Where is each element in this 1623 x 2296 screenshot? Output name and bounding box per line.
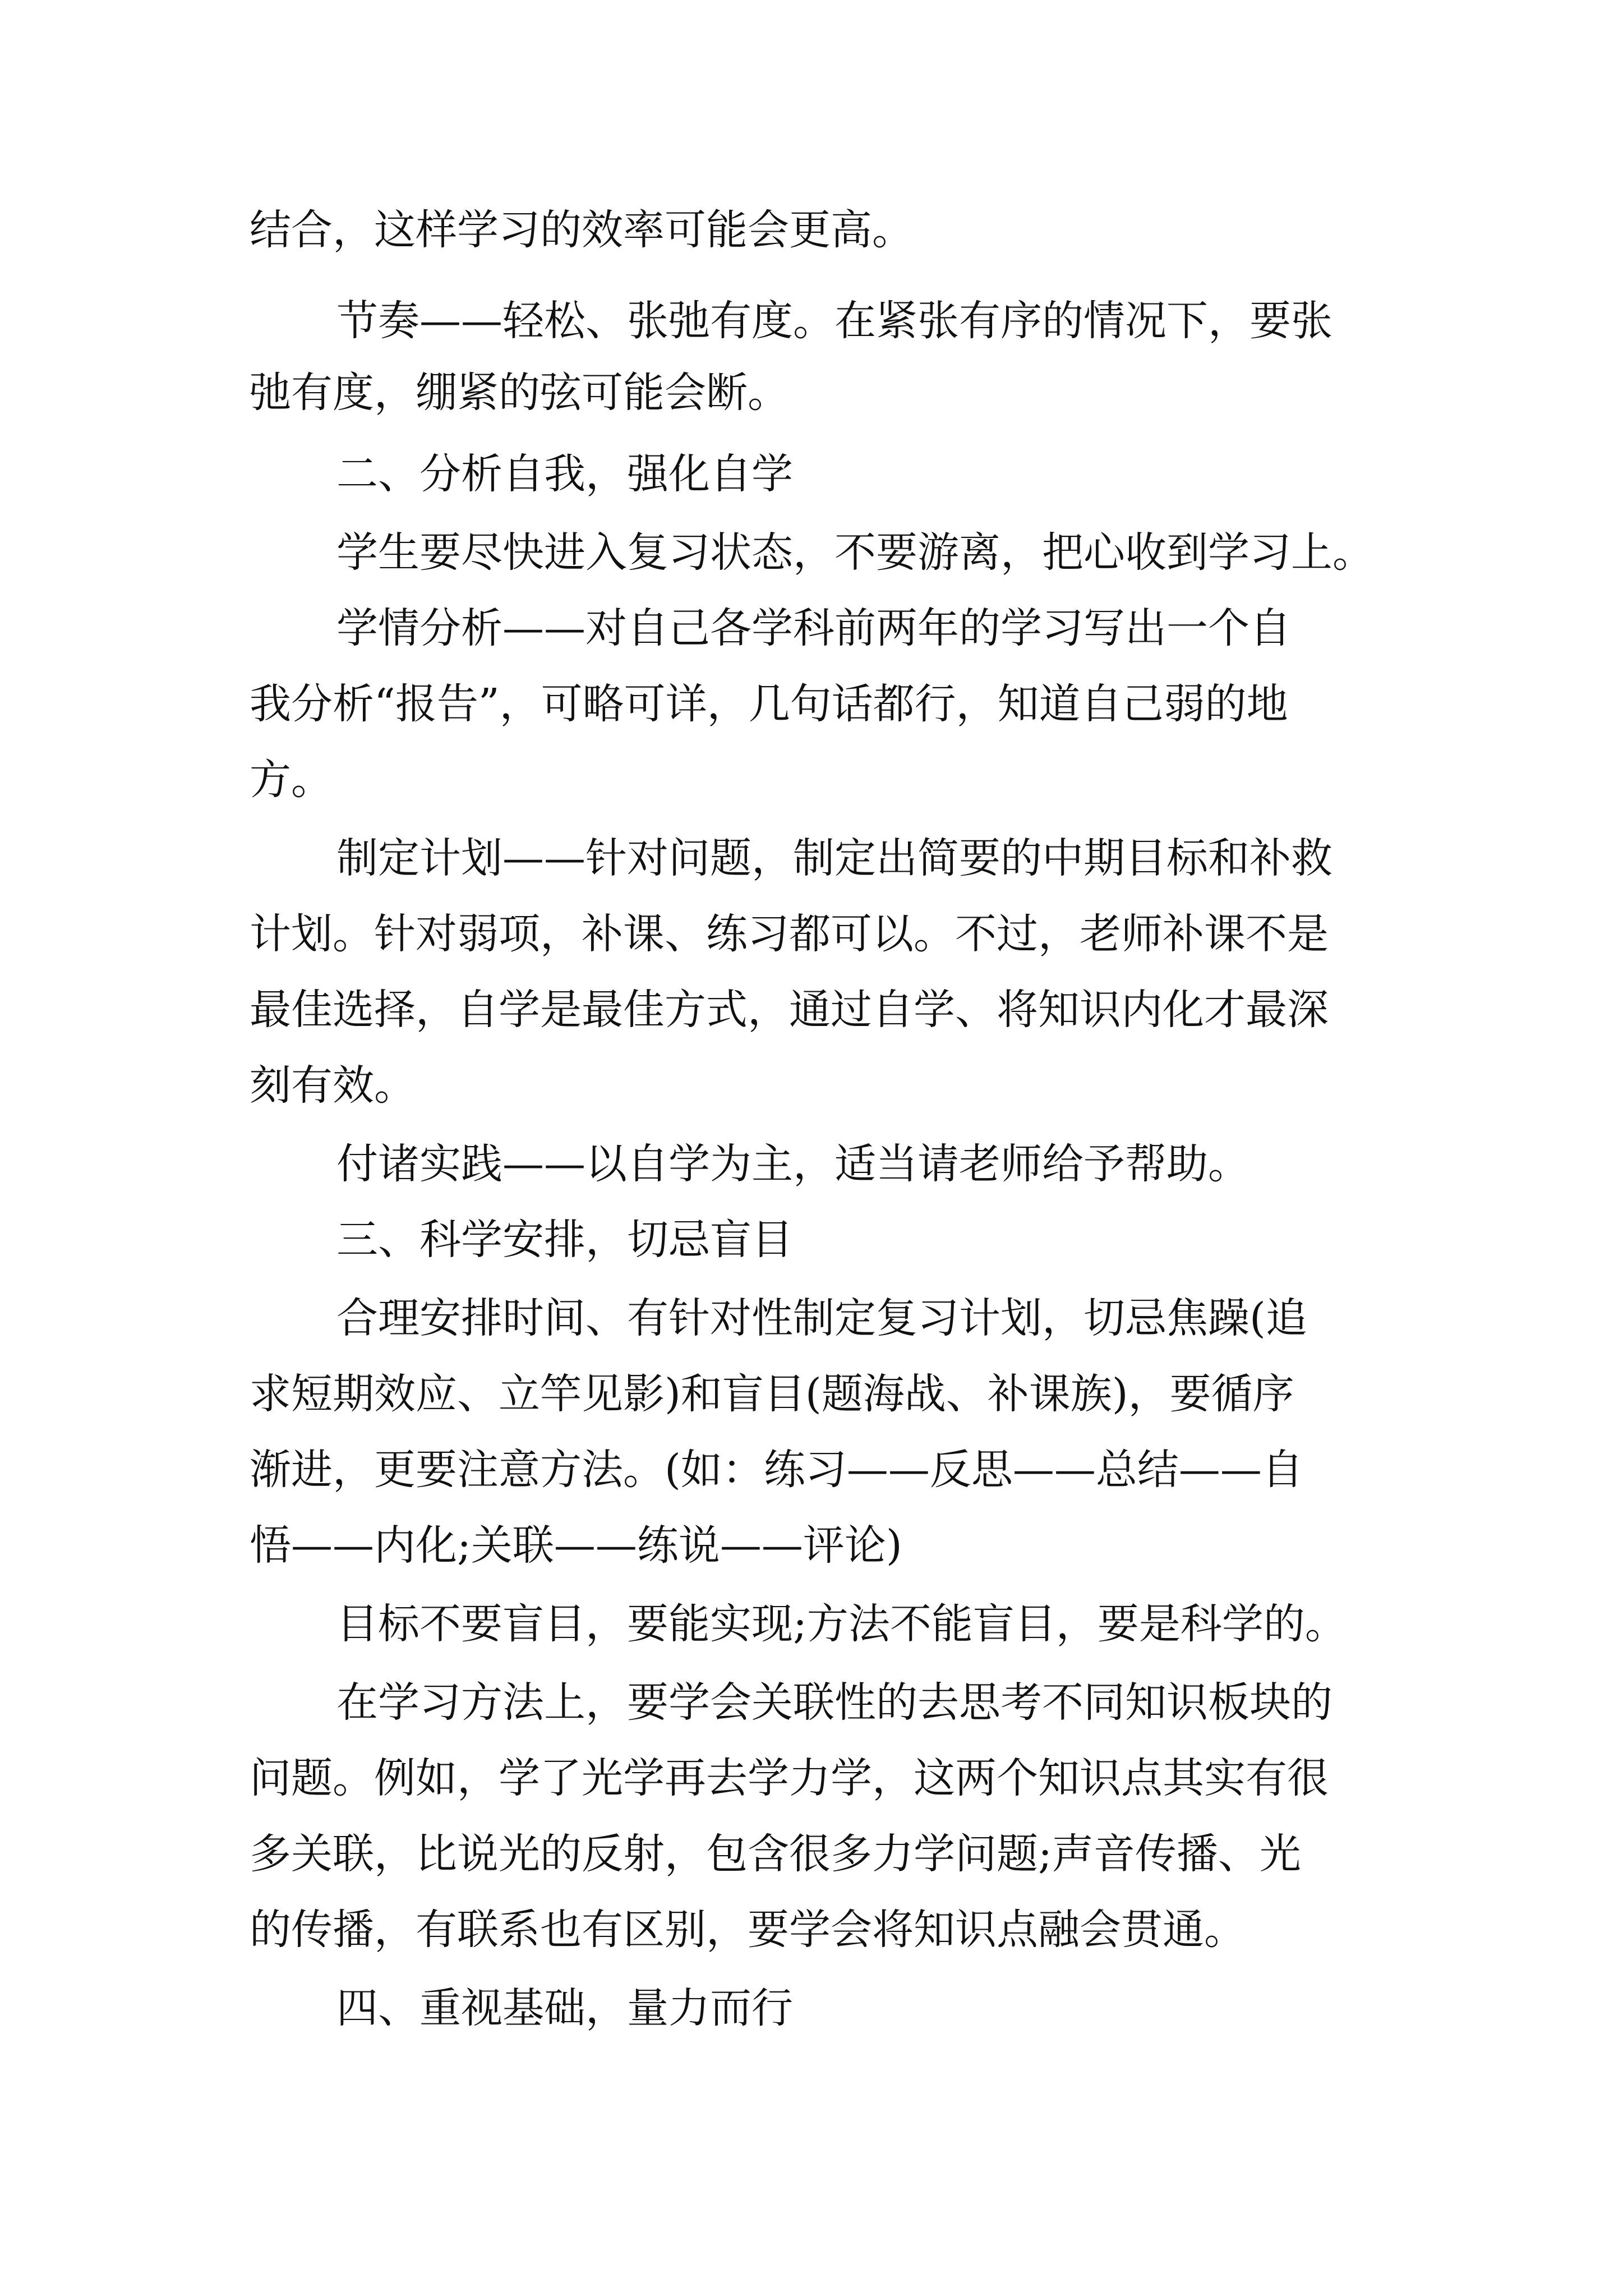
text-line: 刻有效。 (250, 1061, 416, 1110)
section-heading: 三、科学安排，切忌盲目 (336, 1216, 793, 1264)
text-line: 计划。针对弱项，补课、练习都可以。不过，老师补课不是 (250, 910, 1329, 958)
text-line: 制定计划——针对问题，制定出简要的中期目标和补救 (336, 834, 1332, 882)
text-line: 求短期效应、立竿见影)和盲目(题海战、补课族)，要循序 (250, 1370, 1294, 1418)
text-line: 多关联，比说光的反射，包含很多力学问题;声音传播、光 (250, 1830, 1301, 1878)
text-line: 弛有度，绷紧的弦可能会断。 (250, 369, 789, 417)
text-line: 我分析“报告”，可略可详，几句话都行，知道自己弱的地 (250, 680, 1288, 728)
text-line: 节奏——轻松、张弛有度。在紧张有序的情况下，要张 (336, 297, 1332, 345)
text-line: 合理安排时间、有针对性制定复习计划，切忌焦躁(追 (336, 1294, 1307, 1342)
section-heading: 二、分析自我，强化自学 (336, 450, 793, 498)
text-line: 在学习方法上，要学会关联性的去思考不同知识板块的 (336, 1678, 1332, 1727)
text-line: 的传播，有联系也有区别，要学会将知识点融会贯通。 (250, 1906, 1246, 1954)
text-line: 学情分析——对自己各学科前两年的学习写出一个自 (336, 604, 1291, 652)
text-line: 渐进，更要注意方法。(如：练习——反思——总结——自 (250, 1446, 1303, 1494)
text-line: 目标不要盲目，要能实现;方法不能盲目，要是科学的。 (336, 1600, 1347, 1648)
text-line: 最佳选择，自学是最佳方式，通过自学、将知识内化才最深 (250, 986, 1329, 1034)
text-line: 方。 (250, 756, 333, 804)
section-heading: 四、重视基础，量力而行 (336, 1984, 793, 2032)
text-line: 付诸实践——以自学为主，适当请老师给予帮助。 (336, 1140, 1249, 1188)
text-line: 学生要尽快进入复习状态，不要游离，把心收到学习上。 (336, 528, 1374, 577)
text-line: 结合，这样学习的效率可能会更高。 (250, 206, 914, 254)
text-line: 悟——内化;关联——练说——评论) (250, 1521, 902, 1570)
text-line: 问题。例如，学了光学再去学力学，这两个知识点其实有很 (250, 1754, 1329, 1802)
